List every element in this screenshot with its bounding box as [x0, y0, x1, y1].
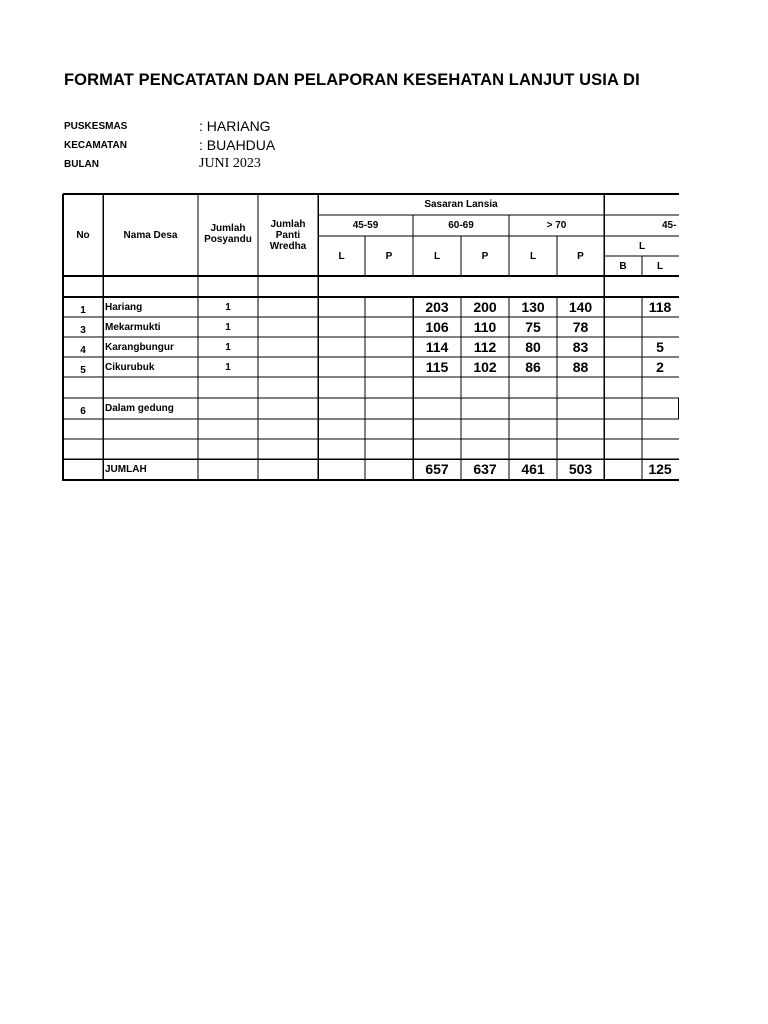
header-p-45-59: P	[385, 250, 393, 262]
bulan-value: JUNI 2023	[199, 156, 261, 171]
row-5-no: 5	[80, 364, 86, 376]
kecamatan-value: : BUAHDUA	[199, 137, 276, 153]
row-4-l-60-69: 114	[425, 338, 449, 355]
header-p-60-69: P	[481, 250, 489, 262]
header-age-70: > 70	[546, 220, 567, 231]
row-1-posyandu: 1	[225, 301, 231, 313]
total-l-60-69: 657	[425, 461, 449, 477]
row-3-l-60-69: 106	[425, 318, 449, 335]
row-4-desa: Karangbungur	[105, 341, 174, 353]
header-l-45: L	[638, 240, 646, 252]
bulan-label: BULAN	[64, 159, 99, 170]
header-jumlah-panti: Jumlah Panti Wredha	[269, 218, 307, 252]
total-p-60-69: 637	[473, 461, 497, 477]
row-1-l-45: 118	[648, 298, 672, 315]
total-label: JUMLAH	[105, 464, 147, 475]
kecamatan-label: KECAMATAN	[64, 140, 127, 151]
row-3-desa: Mekarmukti	[105, 321, 161, 333]
row-6-no: 6	[80, 405, 86, 417]
header-l-45-59: L	[338, 250, 345, 262]
row-1-l-60-69: 203	[425, 298, 449, 315]
row-1-l-70: 130	[521, 298, 545, 315]
row-5-l-70: 86	[525, 358, 541, 375]
row-1-p-60-69: 200	[473, 298, 497, 315]
header-b-45: B	[619, 260, 627, 272]
row-5-l-60-69: 115	[425, 358, 449, 375]
row-1-no: 1	[80, 304, 86, 316]
row-4-l-70: 80	[525, 338, 541, 355]
row-1-p-70: 140	[568, 298, 593, 315]
row-4-posyandu: 1	[225, 341, 231, 353]
header-age-45-truncated: 45-	[662, 220, 677, 231]
row-4-no: 4	[80, 344, 86, 356]
header-sasaran-lansia: Sasaran Lansia	[424, 199, 498, 210]
header-nama-desa: Nama Desa	[123, 229, 178, 241]
header-p-70: P	[577, 250, 584, 262]
total-l-70: 461	[521, 461, 545, 477]
row-3-p-60-69: 110	[473, 318, 497, 335]
row-4-p-60-69: 112	[473, 338, 497, 355]
row-5-p-70: 88	[572, 358, 589, 375]
row-5-l-45: 2	[656, 358, 664, 375]
header-jumlah-posyandu: Jumlah Posyandu	[204, 223, 252, 245]
row-3-p-70: 78	[572, 318, 589, 335]
header-l-70: L	[529, 250, 537, 262]
total-p-70: 503	[568, 461, 593, 477]
header-age-60-69: 60-69	[448, 220, 474, 231]
puskesmas-label: PUSKESMAS	[64, 121, 128, 132]
row-6-desa: Dalam gedung	[105, 403, 174, 414]
row-3-posyandu: 1	[225, 321, 231, 333]
row-3-l-70: 75	[525, 318, 541, 335]
row-1-desa: Hariang	[105, 301, 143, 313]
document-title: FORMAT PENCATATAN DAN PELAPORAN KESEHATAN LANJUT USIA DI	[64, 71, 640, 89]
header-no: No	[76, 229, 90, 241]
row-4-l-45: 5	[656, 338, 664, 355]
header-l-60-69: L	[433, 250, 441, 262]
row-5-desa: Cikurubuk	[105, 361, 155, 373]
header-age-45-59: 45-59	[352, 220, 379, 231]
row-3-no: 3	[80, 324, 86, 336]
header-l-45-sub: L	[656, 260, 664, 272]
row-5-posyandu: 1	[225, 361, 231, 373]
total-l-45: 125	[648, 461, 672, 477]
puskesmas-value: : HARIANG	[199, 118, 271, 134]
row-5-p-60-69: 102	[473, 358, 497, 375]
row-4-p-70: 83	[572, 338, 589, 355]
